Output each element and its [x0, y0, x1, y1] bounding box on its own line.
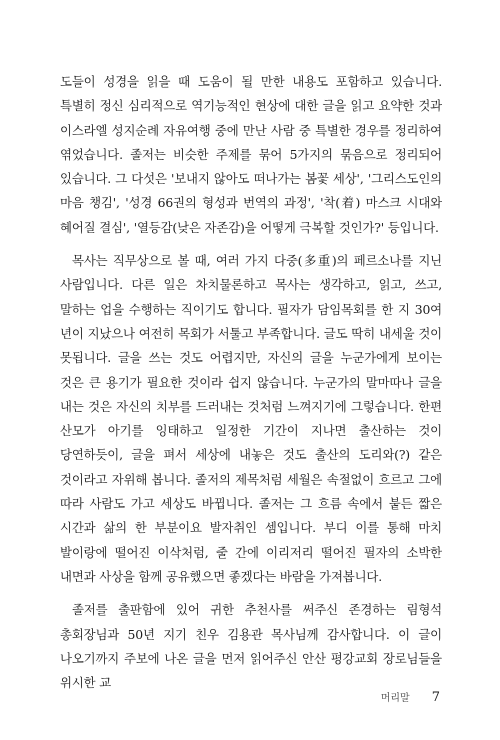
paragraph-2: 목사는 직무상으로 볼 때, 여러 가지 다중(多重)의 페르소나를 지닌 사람입니다. 다른 일은 차치물론하고 목사는 생각하고, 읽고, 쓰고, 말하는 업을 수행하는 직이기도 합니다. 필자가 담임목회를 한 지 30여 년이 지났으나 여전히 목회가 서툴고 부족합니다. 글도 딱히 내세울 것이 못됩니다. 글을 쓰는 것도 어렵지만, 자신의 글을 누군가에게 보이는 것은 큰 용기가 필요한 것이라 쉽지 않습니다. 누군가의 말마따나 글을 내는 것은 자신의 치부를 드러내는 것처럼 느껴지기에 그렇습니다. 한편 산모가 아기를 잉태하고 일정한 기간이 지나면 출산하는 것이 당연하듯이, 글을 펴서 세상에 내놓은 것도 출산의 도리와(?) 같은 것이라고 자위해 봅니다. 졸저의 제목처럼 세월은 속절없이 흐르고 그에 따라 사람도 가고 세상도 바뀝니다. 졸저는 그 흐름 속에서 붙든 짧은 시간과 삶의 한 부분이요 발자취인 셈입니다. 부디 이를 통해 마치 발이랑에 떨어진 이삭처럼, 줄 간에 이리저리 떨어진 필자의 소박한 내면과 사상을 함께 공유했으면 좋겠다는 바람을 가져봅니다. — [60, 253, 442, 584]
page-number: 7 — [431, 690, 440, 705]
paragraph-3: 졸저를 출판함에 있어 귀한 추천사를 써주신 존경하는 림형석 총회장님과 50년 지기 친우 김용관 목사님께 감사합니다. 이 글이 나오기까지 주보에 나온 글을 먼저 읽어주신 안산 평강교회 장로님들을 위시한 교 — [60, 602, 442, 691]
running-head: 머리말 — [380, 693, 410, 704]
body-text — [60, 70, 442, 704]
paragraph-1: 도들이 성경을 읽을 때 도움이 될 만한 내용도 포함하고 있습니다. 특별히 정신 심리적으로 역기능적인 현상에 대한 글을 읽고 요약한 것과 이스라엘 성지순례 자유여행 중에 만난 사람 중 특별한 경우를 정리하여 엮었습니다. 졸저는 비슷한 주제를 묶어 5가지의 묶음으로 정리되어 있습니다. 그 다섯은 '보내지 않아도 떠나가는 봄꽃 세상', '그리스도인의 마음 챙김', '성경 66권의 형성과 번역의 과정', '착(着) 마스크 시대와 혜어질 결심', '열등감(낮은 자존감)을 어떻게 극복할 것인가?' 등입니다. — [60, 74, 442, 235]
page-footer — [381, 689, 440, 705]
